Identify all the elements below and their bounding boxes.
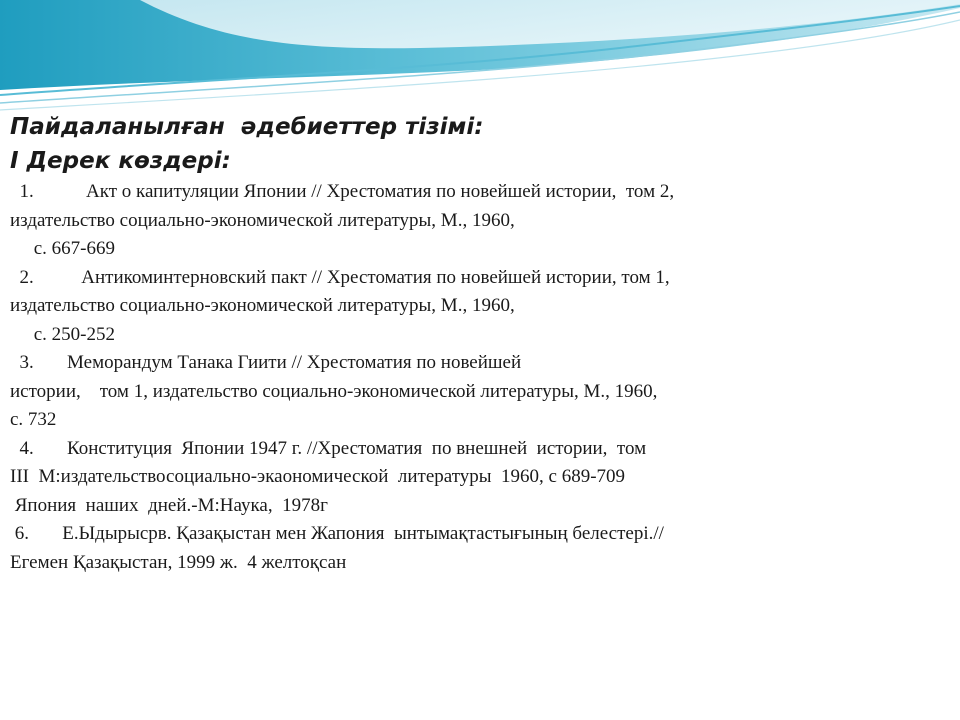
reference-item-4 [10,435,950,521]
reference-line: 4. Конституция Японии 1947 г. //Хрестоматия по внешней истории, том [10,437,647,459]
reference-line: издательство социально-экономической литературы, М., 1960, [10,209,515,231]
reference-line: III М:издательствосоциально-экаономической литературы 1960, с 689-709 [10,466,626,487]
reference-item-6 [10,520,950,577]
reference-line: 3. Меморандум Танака Гиити // Хрестоматия по новейшей [10,352,522,373]
reference-line: Егемен Қазақыстан, 1999 ж. 4 желтоқсан [10,551,347,573]
wave-banner [0,0,960,120]
reference-item-2 [10,264,950,350]
slide-content [10,110,950,577]
reference-item-3 [10,349,950,435]
reference-line: 6. Е.Ыдырысрв. Қазақыстан мен Жапония ынтымақтастығының белестері.// [10,523,664,544]
reference-line: с. 732 [10,409,57,430]
reference-line: Япония наших дней.-М:Наука, 1978г [10,494,328,516]
reference-item-1 [10,178,950,264]
reference-line: с. 250-252 [10,323,116,345]
reference-line: с. 667-669 [10,238,116,259]
reference-line: издательство социально-экономической литературы, М., 1960, [10,295,515,316]
reference-line: 2. Антикоминтерновский пакт // Хрестоматия по новейшей истории, том 1, [10,266,670,288]
section-subtitle: I Дерек көздері: [10,148,231,174]
reference-line: 1. Акт о капитуляции Японии // Хрестоматия по новейшей истории, том 2, [10,181,675,202]
reference-line: истории, том 1, издательство социально-экономической литературы, М., 1960, [10,380,658,402]
slide-title: Пайдаланылған әдебиеттер тізімі: [10,114,484,140]
